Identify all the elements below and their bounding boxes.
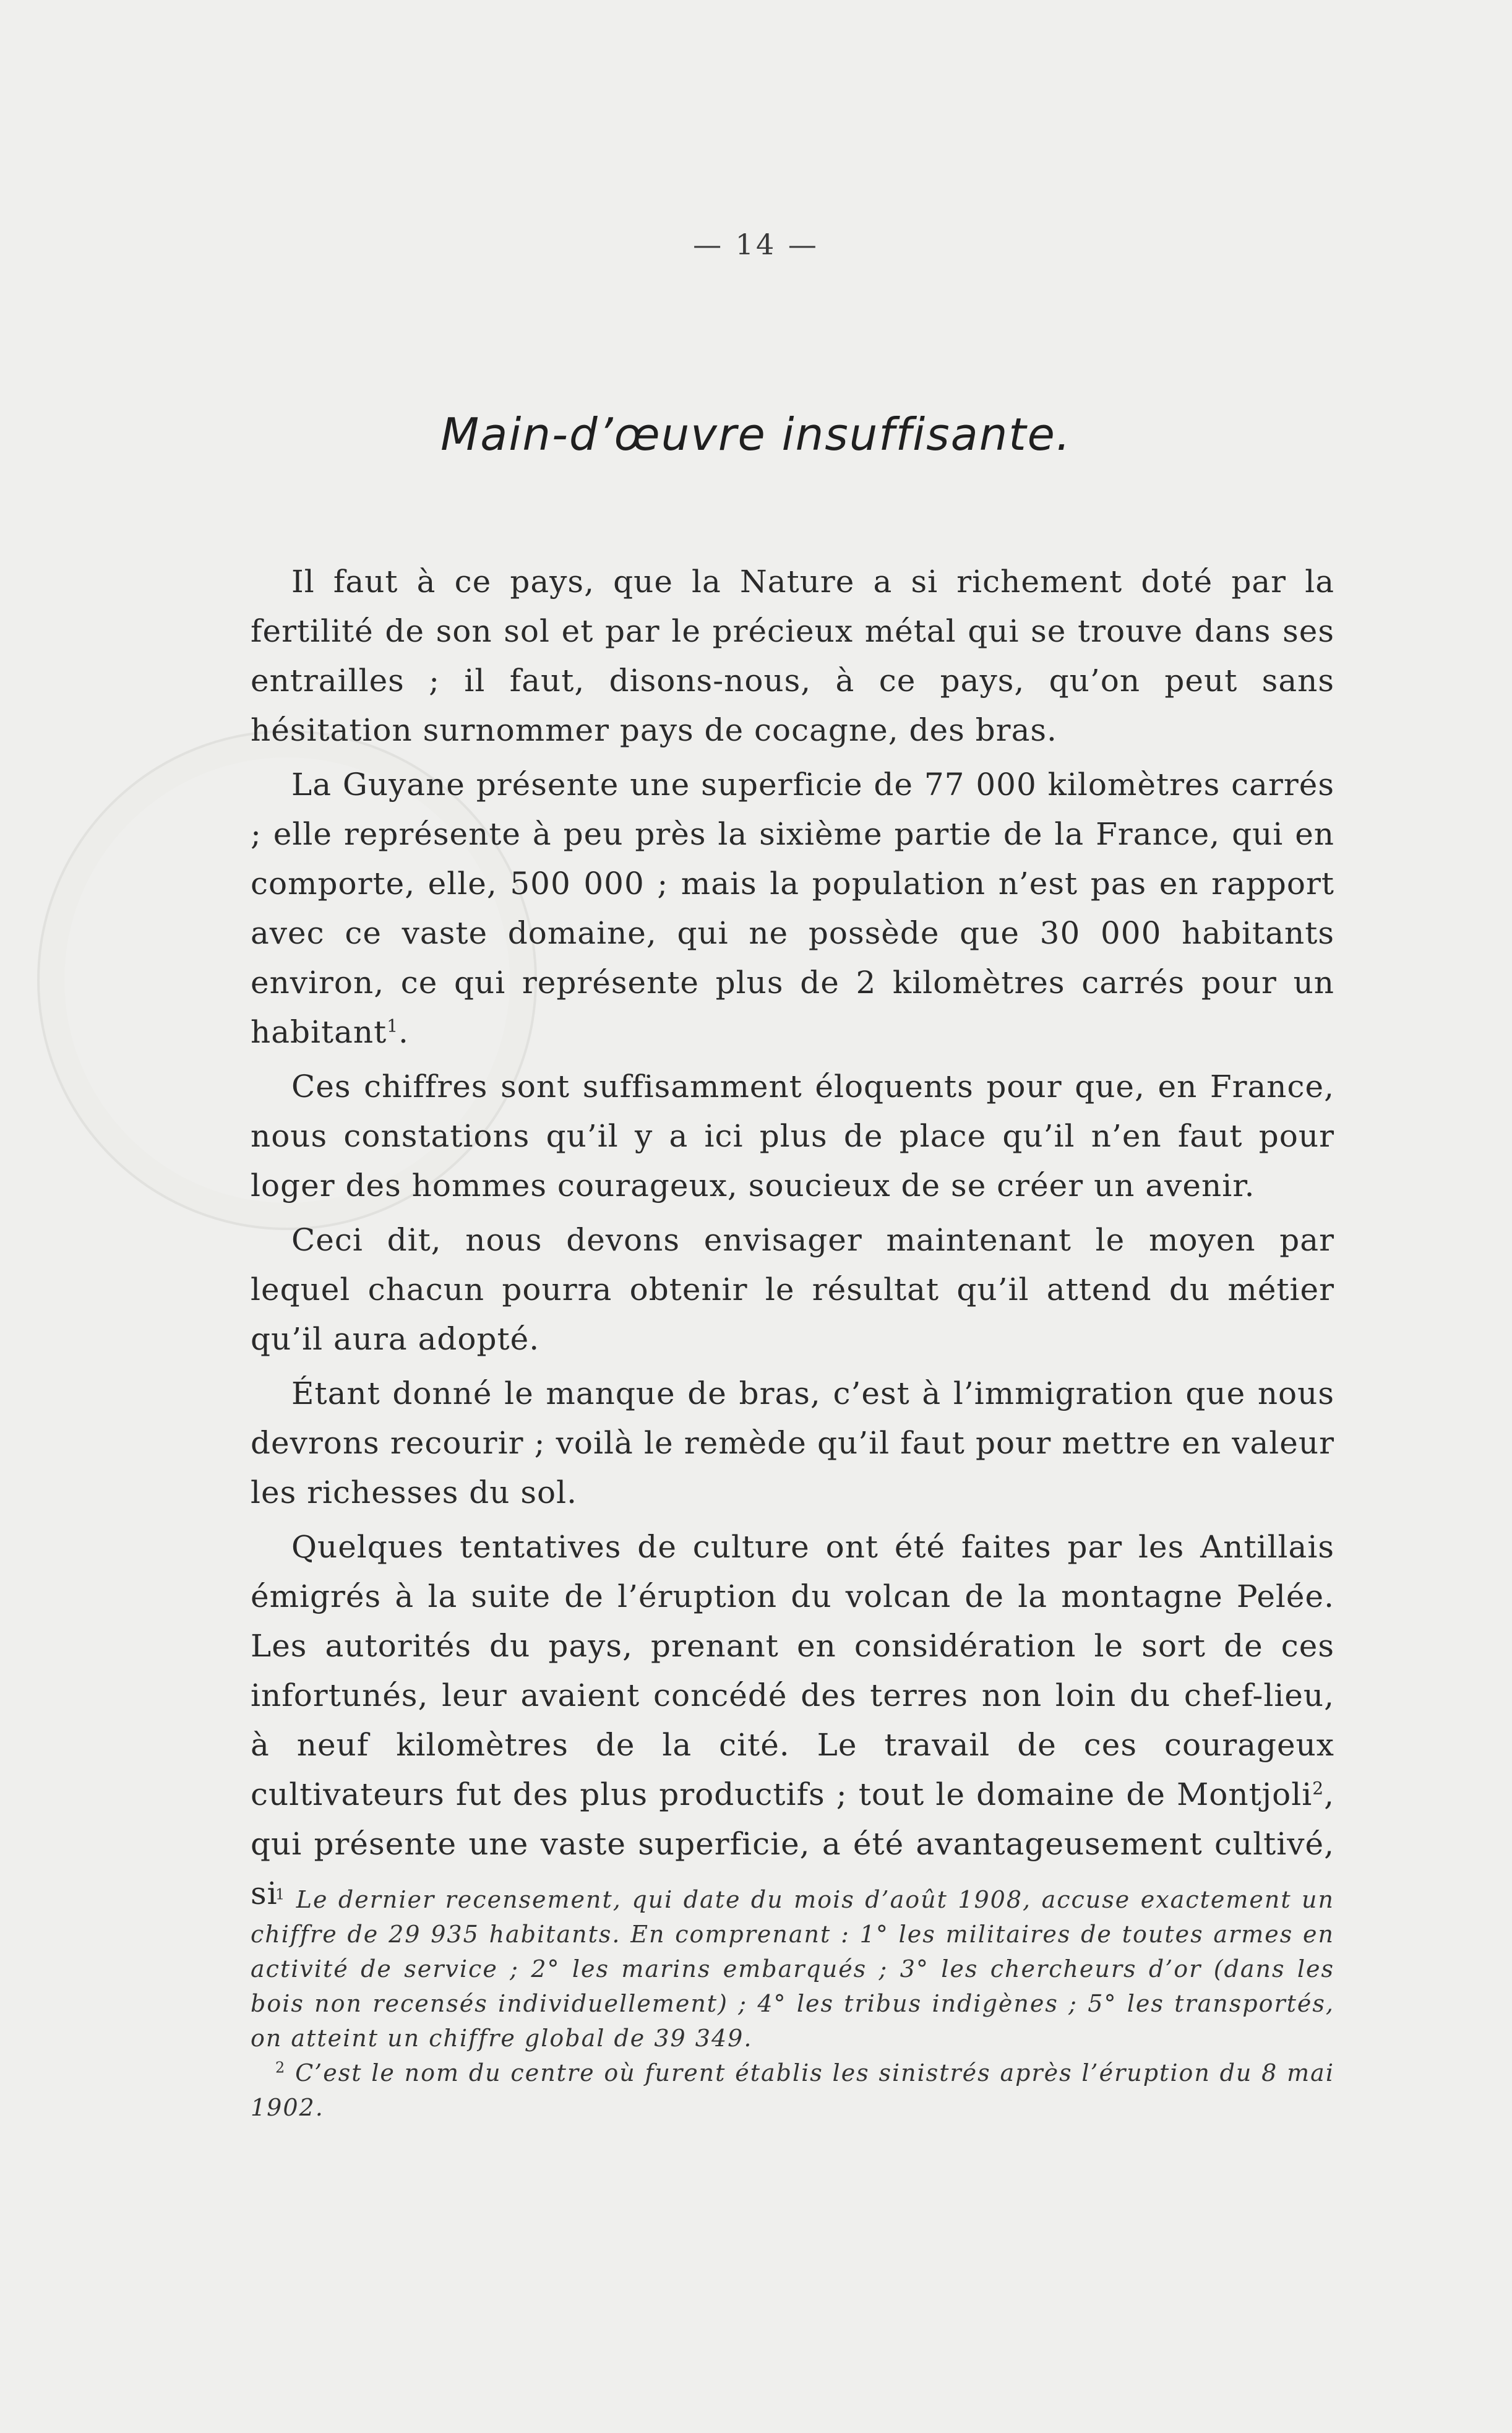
paragraph-text-after: , qui présente une vaste superficie, a été avantageusement cultivé, si	[251, 1776, 1334, 1911]
paragraph-text-after: .	[398, 1014, 409, 1050]
paragraph	[251, 557, 1334, 755]
footnotes	[251, 1882, 1334, 2125]
footnote-ref: 1	[387, 1015, 399, 1036]
footnote	[251, 2056, 1334, 2125]
paragraph-text: Quelques tentatives de culture ont été faites par les Antillais émigrés à la suite de l’éruption du volcan de la montagne Pelée. Les autorités du pays, prenant en considération le sort de ces infortunés, leur avaient concédé des terres non loin du chef-lieu, à neuf kilomètres de la cité. Le travail de ces courageux cultivateurs fut des plus productifs ; tout le domaine de Montjoli	[251, 1529, 1334, 1812]
paragraph-text: Ceci dit, nous devons envisager maintenant le moyen par lequel chacun pourra obtenir le résultat qu’il attend du métier qu’il aura adopté.	[251, 1222, 1334, 1357]
footnote-mark: 1	[275, 1885, 286, 1903]
footnote-mark: 2	[275, 2059, 286, 2077]
page-number: — 14 —	[693, 228, 819, 261]
paragraph-text: Il faut à ce pays, que la Nature a si richement doté par la fertilité de son sol et par le précieux métal qui se trouve dans ses entrailles ; il faut, disons-nous, à ce pays, qu’on peut sans hésitation surnommer pays de cocagne, des bras.	[251, 564, 1334, 748]
paragraph-text: Ces chiffres sont suffisamment éloquents pour que, en France, nous constations qu’il y a ici plus de place qu’il n’en faut pour loger des hommes courageux, soucieux de se créer un avenir.	[251, 1069, 1334, 1204]
paragraph	[251, 1062, 1334, 1210]
footnote-text: C’est le nom du centre où furent établis les sinistrés après l’éruption du 8 mai 1902.	[251, 2059, 1334, 2121]
section-title: Main-d’œuvre insuffisante.	[440, 408, 1072, 460]
paragraph	[251, 1369, 1334, 1517]
body-text	[251, 557, 1334, 1923]
paragraph-text: Étant donné le manque de bras, c’est à l’immigration que nous devrons recourir ; voilà le remède qu’il faut pour mettre en valeur les richesses du sol.	[251, 1376, 1334, 1510]
paragraph	[251, 1215, 1334, 1364]
footnote	[251, 1882, 1334, 2056]
paragraph	[251, 760, 1334, 1057]
paragraph	[251, 1522, 1334, 1918]
paragraph-text: La Guyane présente une superficie de 77 000 kilomètres carrés ; elle représente à peu près la sixième partie de la France, qui en comporte, elle, 500 000 ; mais la population n’est pas en rapport avec ce vaste domaine, qui ne possède que 30 000 habitants environ, ce qui représente plus de 2 kilomètres carrés pour un habitant	[251, 767, 1334, 1050]
footnote-text: Le dernier recensement, qui date du mois d’août 1908, accuse exactement un chiffre de 29 935 habitants. En comprenant : 1° les militaires de toutes armes en activité de service ; 2° les marins embarqués ; 3° les chercheurs d’or (dans les bois non recensés individuellement) ; 4° les tribus indigènes ; 5° les transportés, on atteint un chiffre global de 39 349.	[251, 1886, 1334, 2052]
footnote-ref: 2	[1312, 1778, 1325, 1799]
